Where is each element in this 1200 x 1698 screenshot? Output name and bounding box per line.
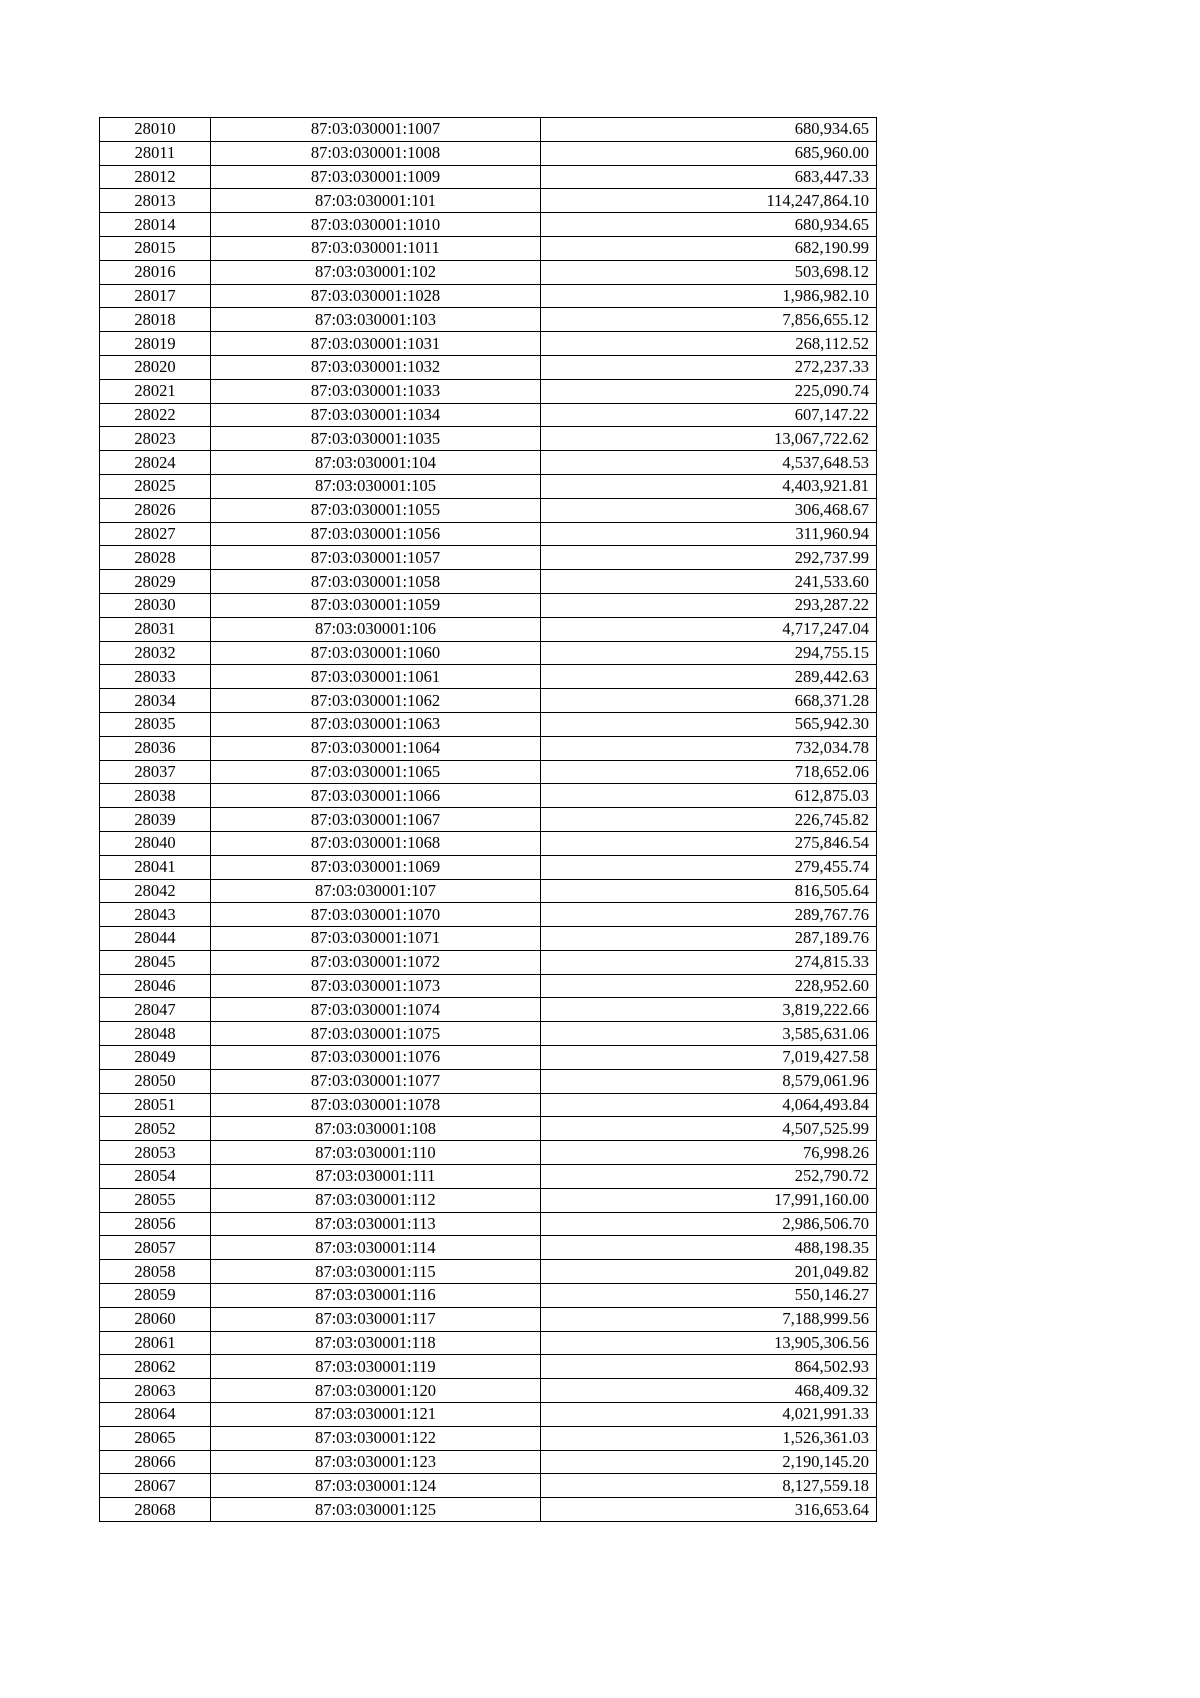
row-number-cell: 28034 xyxy=(100,689,211,713)
row-number-cell: 28023 xyxy=(100,427,211,451)
cadastral-number-cell: 87:03:030001:1077 xyxy=(211,1069,541,1093)
row-number-cell: 28036 xyxy=(100,736,211,760)
cadastral-number-cell: 87:03:030001:1060 xyxy=(211,641,541,665)
cadastral-number-cell: 87:03:030001:1078 xyxy=(211,1093,541,1117)
cadastral-number-cell: 87:03:030001:1073 xyxy=(211,974,541,998)
cadastral-value-table xyxy=(99,117,877,1522)
cadastral-number-cell: 87:03:030001:1068 xyxy=(211,831,541,855)
cadastral-value-cell: 816,505.64 xyxy=(541,879,877,903)
cadastral-number-cell: 87:03:030001:1074 xyxy=(211,998,541,1022)
cadastral-value-cell: 306,468.67 xyxy=(541,498,877,522)
row-number-cell: 28048 xyxy=(100,1022,211,1046)
table-row xyxy=(100,427,877,451)
row-number-cell: 28066 xyxy=(100,1450,211,1474)
table-row xyxy=(100,1379,877,1403)
cadastral-number-cell: 87:03:030001:122 xyxy=(211,1426,541,1450)
cadastral-value-cell: 289,442.63 xyxy=(541,665,877,689)
table-row xyxy=(100,1046,877,1070)
cadastral-number-cell: 87:03:030001:1031 xyxy=(211,332,541,356)
cadastral-number-cell: 87:03:030001:1009 xyxy=(211,165,541,189)
cadastral-value-cell: 718,652.06 xyxy=(541,760,877,784)
cadastral-number-cell: 87:03:030001:110 xyxy=(211,1141,541,1165)
cadastral-value-cell: 2,190,145.20 xyxy=(541,1450,877,1474)
cadastral-number-cell: 87:03:030001:1057 xyxy=(211,546,541,570)
row-number-cell: 28035 xyxy=(100,712,211,736)
table-row xyxy=(100,213,877,237)
cadastral-number-cell: 87:03:030001:115 xyxy=(211,1260,541,1284)
row-number-cell: 28051 xyxy=(100,1093,211,1117)
cadastral-value-cell: 7,188,999.56 xyxy=(541,1307,877,1331)
cadastral-value-cell: 732,034.78 xyxy=(541,736,877,760)
cadastral-value-cell: 7,856,655.12 xyxy=(541,308,877,332)
cadastral-value-cell: 550,146.27 xyxy=(541,1284,877,1308)
cadastral-value-cell: 293,287.22 xyxy=(541,593,877,617)
cadastral-value-cell: 488,198.35 xyxy=(541,1236,877,1260)
row-number-cell: 28039 xyxy=(100,808,211,832)
cadastral-number-cell: 87:03:030001:113 xyxy=(211,1212,541,1236)
cadastral-number-cell: 87:03:030001:1034 xyxy=(211,403,541,427)
row-number-cell: 28030 xyxy=(100,593,211,617)
cadastral-value-cell: 241,533.60 xyxy=(541,570,877,594)
table-row xyxy=(100,546,877,570)
cadastral-value-cell: 1,526,361.03 xyxy=(541,1426,877,1450)
cadastral-value-cell: 503,698.12 xyxy=(541,260,877,284)
cadastral-number-cell: 87:03:030001:1056 xyxy=(211,522,541,546)
cadastral-value-cell: 4,064,493.84 xyxy=(541,1093,877,1117)
cadastral-number-cell: 87:03:030001:1075 xyxy=(211,1022,541,1046)
table-row xyxy=(100,1117,877,1141)
row-number-cell: 28017 xyxy=(100,284,211,308)
cadastral-number-cell: 87:03:030001:121 xyxy=(211,1403,541,1427)
cadastral-number-cell: 87:03:030001:1063 xyxy=(211,712,541,736)
cadastral-number-cell: 87:03:030001:107 xyxy=(211,879,541,903)
table-row xyxy=(100,236,877,260)
row-number-cell: 28061 xyxy=(100,1331,211,1355)
cadastral-number-cell: 87:03:030001:1066 xyxy=(211,784,541,808)
table-row xyxy=(100,1498,877,1522)
cadastral-number-cell: 87:03:030001:1055 xyxy=(211,498,541,522)
cadastral-value-cell: 316,653.64 xyxy=(541,1498,877,1522)
row-number-cell: 28042 xyxy=(100,879,211,903)
row-number-cell: 28068 xyxy=(100,1498,211,1522)
table-row xyxy=(100,260,877,284)
table-row xyxy=(100,1069,877,1093)
row-number-cell: 28056 xyxy=(100,1212,211,1236)
table-row xyxy=(100,1188,877,1212)
cadastral-value-cell: 8,127,559.18 xyxy=(541,1474,877,1498)
cadastral-value-cell: 252,790.72 xyxy=(541,1165,877,1189)
cadastral-number-cell: 87:03:030001:112 xyxy=(211,1188,541,1212)
cadastral-value-cell: 3,585,631.06 xyxy=(541,1022,877,1046)
row-number-cell: 28011 xyxy=(100,141,211,165)
row-number-cell: 28044 xyxy=(100,927,211,951)
row-number-cell: 28052 xyxy=(100,1117,211,1141)
cadastral-value-cell: 292,737.99 xyxy=(541,546,877,570)
cadastral-number-cell: 87:03:030001:1062 xyxy=(211,689,541,713)
cadastral-number-cell: 87:03:030001:1064 xyxy=(211,736,541,760)
cadastral-value-cell: 8,579,061.96 xyxy=(541,1069,877,1093)
row-number-cell: 28050 xyxy=(100,1069,211,1093)
cadastral-number-cell: 87:03:030001:1076 xyxy=(211,1046,541,1070)
row-number-cell: 28059 xyxy=(100,1284,211,1308)
row-number-cell: 28032 xyxy=(100,641,211,665)
table-row xyxy=(100,950,877,974)
cadastral-number-cell: 87:03:030001:1061 xyxy=(211,665,541,689)
row-number-cell: 28031 xyxy=(100,617,211,641)
table-row xyxy=(100,808,877,832)
row-number-cell: 28026 xyxy=(100,498,211,522)
cadastral-value-cell: 4,403,921.81 xyxy=(541,474,877,498)
row-number-cell: 28055 xyxy=(100,1188,211,1212)
cadastral-value-cell: 4,717,247.04 xyxy=(541,617,877,641)
row-number-cell: 28014 xyxy=(100,213,211,237)
cadastral-value-cell: 225,090.74 xyxy=(541,379,877,403)
table-row xyxy=(100,189,877,213)
cadastral-value-cell: 201,049.82 xyxy=(541,1260,877,1284)
table-row xyxy=(100,760,877,784)
table-row xyxy=(100,332,877,356)
cadastral-number-cell: 87:03:030001:108 xyxy=(211,1117,541,1141)
row-number-cell: 28029 xyxy=(100,570,211,594)
row-number-cell: 28028 xyxy=(100,546,211,570)
table-row xyxy=(100,665,877,689)
cadastral-value-cell: 272,237.33 xyxy=(541,355,877,379)
cadastral-value-cell: 228,952.60 xyxy=(541,974,877,998)
cadastral-value-cell: 275,846.54 xyxy=(541,831,877,855)
cadastral-number-cell: 87:03:030001:1058 xyxy=(211,570,541,594)
cadastral-number-cell: 87:03:030001:1032 xyxy=(211,355,541,379)
table-row xyxy=(100,879,877,903)
cadastral-number-cell: 87:03:030001:1069 xyxy=(211,855,541,879)
row-number-cell: 28045 xyxy=(100,950,211,974)
cadastral-number-cell: 87:03:030001:1007 xyxy=(211,118,541,142)
table-row xyxy=(100,855,877,879)
table-row xyxy=(100,831,877,855)
cadastral-value-cell: 3,819,222.66 xyxy=(541,998,877,1022)
row-number-cell: 28041 xyxy=(100,855,211,879)
cadastral-value-cell: 4,021,991.33 xyxy=(541,1403,877,1427)
row-number-cell: 28064 xyxy=(100,1403,211,1427)
row-number-cell: 28058 xyxy=(100,1260,211,1284)
cadastral-value-cell: 17,991,160.00 xyxy=(541,1188,877,1212)
row-number-cell: 28024 xyxy=(100,451,211,475)
row-number-cell: 28047 xyxy=(100,998,211,1022)
table-row xyxy=(100,593,877,617)
table-row xyxy=(100,379,877,403)
table-body xyxy=(100,118,877,1522)
cadastral-number-cell: 87:03:030001:1033 xyxy=(211,379,541,403)
table-row xyxy=(100,1236,877,1260)
row-number-cell: 28067 xyxy=(100,1474,211,1498)
table-row xyxy=(100,1260,877,1284)
cadastral-number-cell: 87:03:030001:125 xyxy=(211,1498,541,1522)
cadastral-value-cell: 2,986,506.70 xyxy=(541,1212,877,1236)
cadastral-value-cell: 311,960.94 xyxy=(541,522,877,546)
table-row xyxy=(100,1403,877,1427)
row-number-cell: 28019 xyxy=(100,332,211,356)
table-row xyxy=(100,1426,877,1450)
table-row xyxy=(100,974,877,998)
row-number-cell: 28016 xyxy=(100,260,211,284)
cadastral-number-cell: 87:03:030001:116 xyxy=(211,1284,541,1308)
table-row xyxy=(100,451,877,475)
table-row xyxy=(100,1165,877,1189)
table-row xyxy=(100,1284,877,1308)
table-row xyxy=(100,736,877,760)
row-number-cell: 28037 xyxy=(100,760,211,784)
table-row xyxy=(100,1331,877,1355)
row-number-cell: 28018 xyxy=(100,308,211,332)
table-row xyxy=(100,474,877,498)
row-number-cell: 28012 xyxy=(100,165,211,189)
table-row xyxy=(100,1212,877,1236)
cadastral-value-cell: 13,067,722.62 xyxy=(541,427,877,451)
cadastral-number-cell: 87:03:030001:1059 xyxy=(211,593,541,617)
cadastral-number-cell: 87:03:030001:106 xyxy=(211,617,541,641)
cadastral-number-cell: 87:03:030001:101 xyxy=(211,189,541,213)
table-row xyxy=(100,1450,877,1474)
table-row xyxy=(100,784,877,808)
cadastral-number-cell: 87:03:030001:104 xyxy=(211,451,541,475)
table-row xyxy=(100,1022,877,1046)
row-number-cell: 28040 xyxy=(100,831,211,855)
table-row xyxy=(100,308,877,332)
cadastral-value-cell: 565,942.30 xyxy=(541,712,877,736)
cadastral-value-cell: 226,745.82 xyxy=(541,808,877,832)
row-number-cell: 28038 xyxy=(100,784,211,808)
cadastral-number-cell: 87:03:030001:1028 xyxy=(211,284,541,308)
cadastral-value-cell: 4,507,525.99 xyxy=(541,1117,877,1141)
row-number-cell: 28063 xyxy=(100,1379,211,1403)
cadastral-value-cell: 685,960.00 xyxy=(541,141,877,165)
cadastral-number-cell: 87:03:030001:118 xyxy=(211,1331,541,1355)
row-number-cell: 28054 xyxy=(100,1165,211,1189)
row-number-cell: 28065 xyxy=(100,1426,211,1450)
row-number-cell: 28013 xyxy=(100,189,211,213)
table-row xyxy=(100,689,877,713)
row-number-cell: 28046 xyxy=(100,974,211,998)
cadastral-value-cell: 607,147.22 xyxy=(541,403,877,427)
row-number-cell: 28027 xyxy=(100,522,211,546)
cadastral-number-cell: 87:03:030001:102 xyxy=(211,260,541,284)
row-number-cell: 28060 xyxy=(100,1307,211,1331)
cadastral-number-cell: 87:03:030001:123 xyxy=(211,1450,541,1474)
row-number-cell: 28053 xyxy=(100,1141,211,1165)
row-number-cell: 28020 xyxy=(100,355,211,379)
table-row xyxy=(100,1093,877,1117)
cadastral-value-cell: 4,537,648.53 xyxy=(541,451,877,475)
table-row xyxy=(100,1141,877,1165)
cadastral-number-cell: 87:03:030001:105 xyxy=(211,474,541,498)
row-number-cell: 28021 xyxy=(100,379,211,403)
cadastral-number-cell: 87:03:030001:117 xyxy=(211,1307,541,1331)
table-row xyxy=(100,355,877,379)
cadastral-value-cell: 680,934.65 xyxy=(541,213,877,237)
table-row xyxy=(100,570,877,594)
row-number-cell: 28057 xyxy=(100,1236,211,1260)
table-row xyxy=(100,617,877,641)
cadastral-number-cell: 87:03:030001:1008 xyxy=(211,141,541,165)
cadastral-value-cell: 7,019,427.58 xyxy=(541,1046,877,1070)
table-row xyxy=(100,1355,877,1379)
cadastral-value-cell: 683,447.33 xyxy=(541,165,877,189)
cadastral-number-cell: 87:03:030001:119 xyxy=(211,1355,541,1379)
row-number-cell: 28062 xyxy=(100,1355,211,1379)
cadastral-value-cell: 287,189.76 xyxy=(541,927,877,951)
cadastral-number-cell: 87:03:030001:1035 xyxy=(211,427,541,451)
table-row xyxy=(100,712,877,736)
row-number-cell: 28033 xyxy=(100,665,211,689)
cadastral-value-cell: 294,755.15 xyxy=(541,641,877,665)
cadastral-value-cell: 289,767.76 xyxy=(541,903,877,927)
table-row xyxy=(100,927,877,951)
row-number-cell: 28015 xyxy=(100,236,211,260)
cadastral-value-cell: 268,112.52 xyxy=(541,332,877,356)
table-row xyxy=(100,1474,877,1498)
cadastral-number-cell: 87:03:030001:111 xyxy=(211,1165,541,1189)
table-row xyxy=(100,498,877,522)
cadastral-number-cell: 87:03:030001:1011 xyxy=(211,236,541,260)
row-number-cell: 28022 xyxy=(100,403,211,427)
cadastral-value-cell: 682,190.99 xyxy=(541,236,877,260)
table-row xyxy=(100,903,877,927)
cadastral-value-cell: 468,409.32 xyxy=(541,1379,877,1403)
cadastral-number-cell: 87:03:030001:1072 xyxy=(211,950,541,974)
cadastral-value-cell: 680,934.65 xyxy=(541,118,877,142)
cadastral-number-cell: 87:03:030001:124 xyxy=(211,1474,541,1498)
table-row xyxy=(100,403,877,427)
cadastral-number-cell: 87:03:030001:120 xyxy=(211,1379,541,1403)
cadastral-number-cell: 87:03:030001:114 xyxy=(211,1236,541,1260)
cadastral-number-cell: 87:03:030001:1065 xyxy=(211,760,541,784)
cadastral-value-cell: 274,815.33 xyxy=(541,950,877,974)
cadastral-value-cell: 1,986,982.10 xyxy=(541,284,877,308)
cadastral-value-cell: 114,247,864.10 xyxy=(541,189,877,213)
table-row xyxy=(100,284,877,308)
table-row xyxy=(100,165,877,189)
cadastral-value-cell: 864,502.93 xyxy=(541,1355,877,1379)
table-row xyxy=(100,141,877,165)
cadastral-value-cell: 13,905,306.56 xyxy=(541,1331,877,1355)
table-row xyxy=(100,998,877,1022)
table-row xyxy=(100,522,877,546)
table-row xyxy=(100,641,877,665)
row-number-cell: 28043 xyxy=(100,903,211,927)
table-row xyxy=(100,118,877,142)
cadastral-number-cell: 87:03:030001:1070 xyxy=(211,903,541,927)
cadastral-number-cell: 87:03:030001:103 xyxy=(211,308,541,332)
row-number-cell: 28049 xyxy=(100,1046,211,1070)
cadastral-value-cell: 612,875.03 xyxy=(541,784,877,808)
cadastral-value-cell: 279,455.74 xyxy=(541,855,877,879)
cadastral-value-cell: 76,998.26 xyxy=(541,1141,877,1165)
row-number-cell: 28010 xyxy=(100,118,211,142)
cadastral-number-cell: 87:03:030001:1010 xyxy=(211,213,541,237)
cadastral-value-cell: 668,371.28 xyxy=(541,689,877,713)
row-number-cell: 28025 xyxy=(100,474,211,498)
table-row xyxy=(100,1307,877,1331)
cadastral-number-cell: 87:03:030001:1071 xyxy=(211,927,541,951)
cadastral-number-cell: 87:03:030001:1067 xyxy=(211,808,541,832)
